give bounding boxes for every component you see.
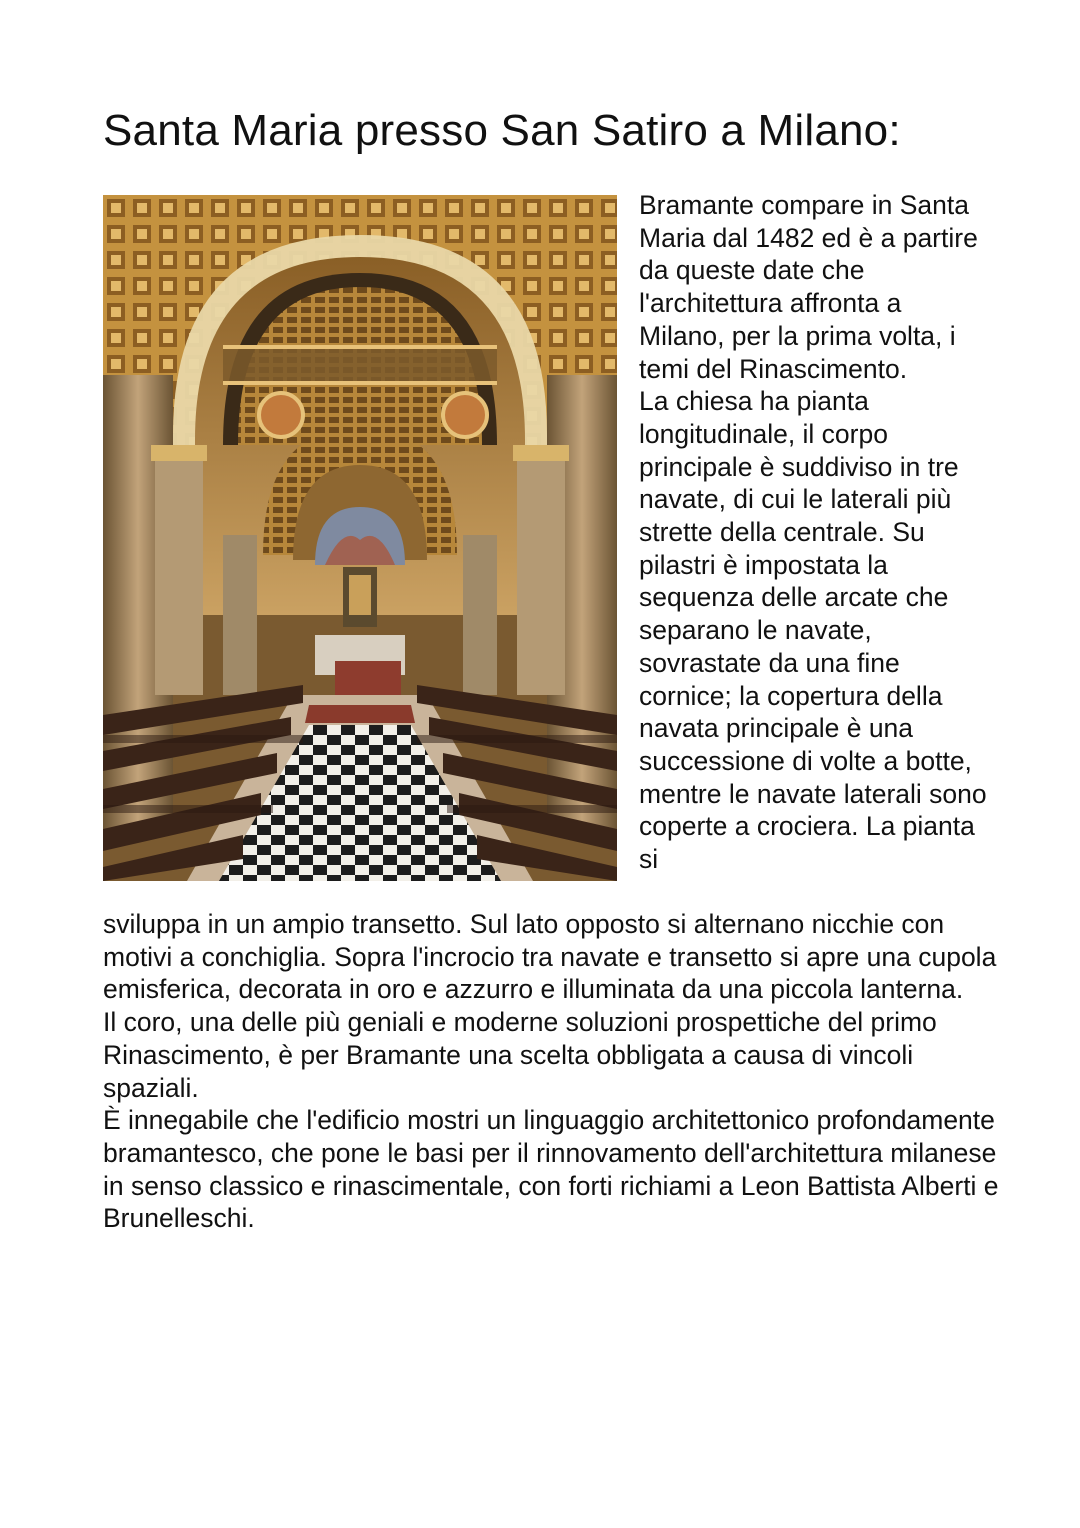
page-title: Santa Maria presso San Satiro a Milano: [103,106,901,155]
side-paragraph-1: Bramante compare in Santa Maria dal 1482 ed è a partire da queste date che l'architettura affronta a Milano, per la prima volta, i temi del Rinascimento. [639,190,978,384]
body-paragraph-2: Il coro, una delle più geniali e moderne soluzioni prospettiche del primo Rinascimento, è per Bramante una scelta obbligata a causa di vincoli spaziali. [103,1007,937,1103]
pier-left [155,445,203,695]
medallion-right [443,393,487,437]
side-paragraph-2: La chiesa ha pianta longitudinale, il corpo principale è suddiviso in tre navate, di cui le laterali più strette della centrale. Su pilastri è impostata la sequenza delle arcate che separano le navate, sovrastate da una fine cornice; la copertura della navata principale è una successione di volte a botte, mentre le navate laterali sono coperte a crociera. La pianta si [639,386,987,875]
medallion-left [259,393,303,437]
body-text [103,908,1003,1235]
body-paragraph-1: sviluppa in un ampio transetto. Sul lato opposto si alternano nicchie con motivi a conchiglia. Sopra l'incrocio tra navate e transetto si apre una cupola emisferica, decorata in oro e azzurro e illuminata da una piccola lanterna. [103,909,997,1005]
altar-front [335,661,401,695]
body-paragraph-3: È innegabile che l'edificio mostri un linguaggio architettonico profondamente bramantesco, che pone le basi per il rinnovamento dell'architettura milanese in senso classico e rinascimentale, con forti richiami a Leon Battista Alberti e Brunelleschi. [103,1105,999,1234]
church-interior-photo [103,195,617,881]
side-text-column [639,189,989,876]
altarpiece [349,575,371,615]
pier-right [517,445,565,695]
